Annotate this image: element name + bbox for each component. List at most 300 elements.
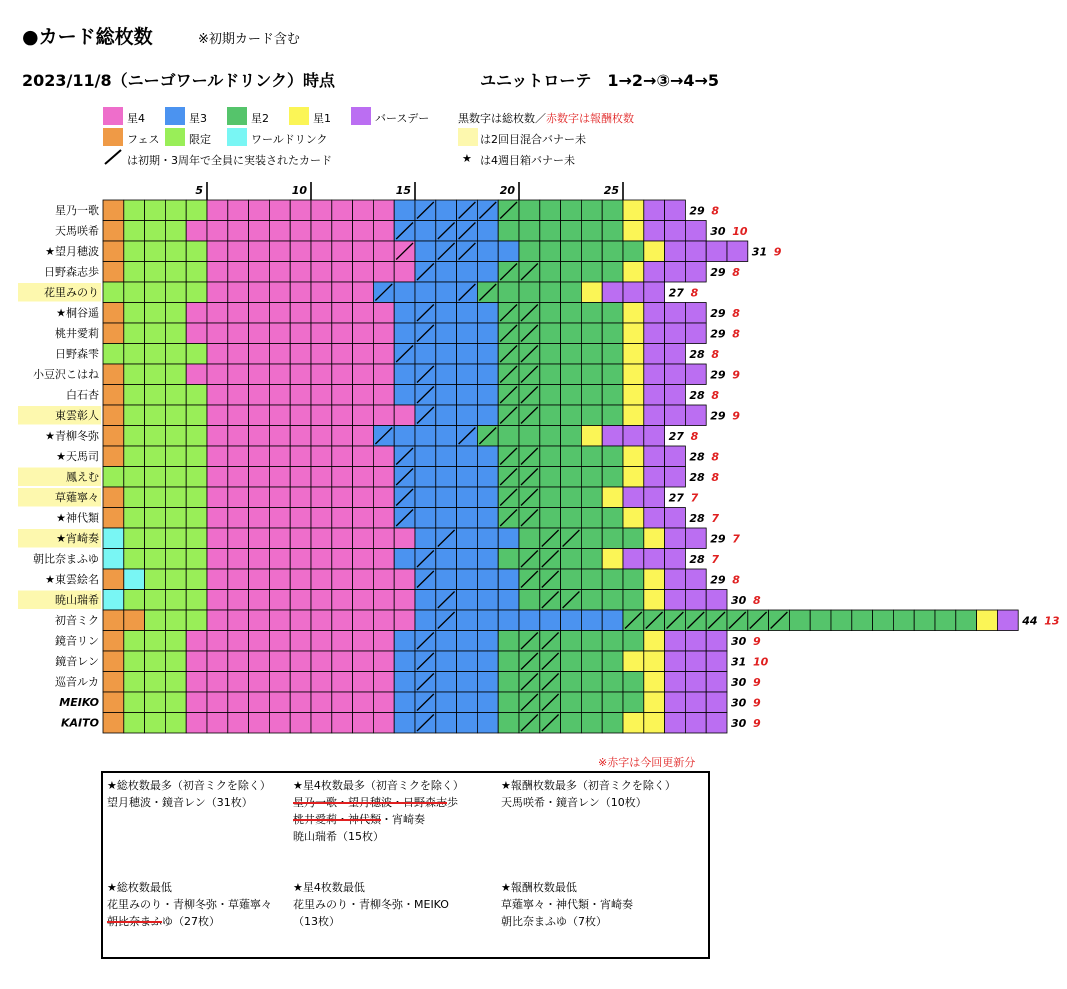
cell-star4 xyxy=(353,610,374,631)
cell-star2 xyxy=(561,651,582,672)
cell-birthday xyxy=(644,487,665,508)
cell-star4 xyxy=(332,405,353,426)
unit-rotation: ユニットローテ 1→2→③→4→5 xyxy=(480,71,720,90)
cell-star3 xyxy=(477,467,498,488)
cell-star3 xyxy=(457,692,478,713)
cell-star3 xyxy=(602,610,623,631)
cell-star4 xyxy=(207,385,228,406)
cell-limited xyxy=(165,569,186,590)
axis-tick-label: 5 xyxy=(195,184,203,197)
cell-star4 xyxy=(353,323,374,344)
cell-star1 xyxy=(623,385,644,406)
cell-star4 xyxy=(332,344,353,365)
cell-star4 xyxy=(249,631,270,652)
cell-star4 xyxy=(207,631,228,652)
cell-star2 xyxy=(581,672,602,693)
cell-star2 xyxy=(602,344,623,365)
cell-star4 xyxy=(290,200,311,221)
cell-star2 xyxy=(498,221,519,242)
cell-star1 xyxy=(623,200,644,221)
cell-star2 xyxy=(581,569,602,590)
row-label: 天馬咲希 xyxy=(55,224,99,238)
row-reward: 8 xyxy=(690,286,699,300)
cell-limited xyxy=(124,323,145,344)
row-total: 27 xyxy=(668,491,684,505)
cell-star4 xyxy=(290,364,311,385)
cell-star4 xyxy=(373,569,394,590)
cell-star2 xyxy=(623,241,644,262)
cell-star4 xyxy=(353,426,374,447)
legend-slash-note: は初期・3周年で全員に実装されたカード xyxy=(127,154,332,167)
cell-star2 xyxy=(602,713,623,734)
cell-birthday xyxy=(665,303,686,324)
cell-star3 xyxy=(477,303,498,324)
row-label: ★東雲絵名 xyxy=(45,572,99,586)
cell-birthday xyxy=(706,713,727,734)
cell-birthday xyxy=(706,631,727,652)
cell-star2 xyxy=(602,405,623,426)
cell-star4 xyxy=(290,672,311,693)
row-total: 29 xyxy=(710,573,726,587)
cell-star3 xyxy=(498,528,519,549)
cell-birthday xyxy=(665,590,686,611)
cell-star4 xyxy=(228,610,249,631)
cell-fes xyxy=(103,200,124,221)
row-reward: 9 xyxy=(732,409,740,423)
cell-star4 xyxy=(269,672,290,693)
cell-star3 xyxy=(519,610,540,631)
cell-birthday xyxy=(706,241,727,262)
cell-star3 xyxy=(457,262,478,283)
cell-limited xyxy=(165,487,186,508)
cell-star2 xyxy=(956,610,977,631)
cell-fes xyxy=(103,385,124,406)
cell-birthday xyxy=(685,528,706,549)
cell-star3 xyxy=(457,610,478,631)
cell-star3 xyxy=(457,713,478,734)
cell-star2 xyxy=(519,426,540,447)
cell-star3 xyxy=(436,713,457,734)
cell-star4 xyxy=(228,631,249,652)
row-total: 30 xyxy=(731,696,747,710)
cell-limited xyxy=(124,385,145,406)
cell-star3 xyxy=(477,364,498,385)
cell-star4 xyxy=(249,221,270,242)
cell-star3 xyxy=(477,508,498,529)
row-label: 白石杏 xyxy=(66,388,99,402)
cell-fes xyxy=(103,323,124,344)
row-total: 29 xyxy=(710,532,726,546)
cell-star4 xyxy=(332,487,353,508)
cell-star4 xyxy=(269,713,290,734)
cell-star4 xyxy=(186,692,207,713)
cell-birthday xyxy=(644,282,665,303)
cell-limited xyxy=(165,446,186,467)
cell-star3 xyxy=(436,303,457,324)
least-total-value: 花里みのり・青柳冬弥・草薙寧々 xyxy=(107,898,272,911)
cell-limited xyxy=(165,323,186,344)
cell-star4 xyxy=(332,569,353,590)
row-reward: 10 xyxy=(753,655,769,669)
cell-star3 xyxy=(457,590,478,611)
cell-star4 xyxy=(228,672,249,693)
cell-birthday xyxy=(665,241,686,262)
cell-star2 xyxy=(519,590,540,611)
cell-limited xyxy=(165,590,186,611)
row-reward: 9 xyxy=(753,675,761,689)
cell-star3 xyxy=(477,590,498,611)
cell-star3 xyxy=(457,651,478,672)
cell-star3 xyxy=(394,364,415,385)
legend-star-note: は4週目箱バナー未 xyxy=(480,154,575,167)
cell-star3 xyxy=(436,200,457,221)
cell-star4 xyxy=(373,221,394,242)
cell-birthday xyxy=(644,508,665,529)
cell-star4 xyxy=(249,651,270,672)
cell-star4 xyxy=(311,549,332,570)
cell-star4 xyxy=(269,549,290,570)
cell-limited xyxy=(145,344,166,365)
cell-limited xyxy=(165,467,186,488)
cell-star2 xyxy=(581,323,602,344)
cell-star4 xyxy=(353,467,374,488)
cell-star4 xyxy=(228,282,249,303)
cell-star1 xyxy=(623,713,644,734)
cell-star2 xyxy=(581,467,602,488)
cell-star3 xyxy=(477,241,498,262)
cell-star4 xyxy=(228,528,249,549)
cell-star4 xyxy=(311,405,332,426)
cell-star3 xyxy=(457,487,478,508)
cell-star4 xyxy=(290,323,311,344)
legend-label-star4: 星4 xyxy=(127,112,145,125)
legend-label-star3: 星3 xyxy=(189,112,207,125)
cell-star4 xyxy=(207,528,228,549)
cell-star2 xyxy=(581,528,602,549)
cell-birthday xyxy=(623,426,644,447)
cell-star4 xyxy=(353,508,374,529)
cell-star3 xyxy=(477,692,498,713)
cell-limited xyxy=(145,200,166,221)
cell-star3 xyxy=(415,610,436,631)
cell-star2 xyxy=(581,241,602,262)
cell-star4 xyxy=(353,672,374,693)
cell-star4 xyxy=(228,467,249,488)
row-label: 鏡音リン xyxy=(55,634,99,648)
cell-star3 xyxy=(436,692,457,713)
cell-star2 xyxy=(810,610,831,631)
cell-star4 xyxy=(290,262,311,283)
least-star4-heading: ★星4枚数最低 xyxy=(293,881,365,894)
cell-star2 xyxy=(498,713,519,734)
cell-star4 xyxy=(290,385,311,406)
cell-star3 xyxy=(581,610,602,631)
cell-worldlink xyxy=(103,549,124,570)
cell-star4 xyxy=(207,713,228,734)
cell-star2 xyxy=(623,569,644,590)
cell-star4 xyxy=(207,467,228,488)
cell-star3 xyxy=(477,487,498,508)
row-label: 草薙寧々 xyxy=(55,490,99,504)
cell-star3 xyxy=(436,631,457,652)
cell-star4 xyxy=(311,446,332,467)
row-total: 30 xyxy=(710,224,726,238)
cell-star2 xyxy=(581,303,602,324)
cell-star4 xyxy=(332,467,353,488)
cell-star4 xyxy=(353,692,374,713)
cell-star2 xyxy=(540,282,561,303)
cell-limited xyxy=(145,569,166,590)
cell-star2 xyxy=(623,528,644,549)
row-label: ★天馬司 xyxy=(56,449,99,463)
row-total: 31 xyxy=(751,245,768,259)
cell-limited xyxy=(145,508,166,529)
cell-star3 xyxy=(415,467,436,488)
row-reward: 9 xyxy=(753,696,761,710)
cell-star4 xyxy=(332,528,353,549)
cell-limited xyxy=(124,528,145,549)
cell-star4 xyxy=(249,426,270,447)
row-total: 29 xyxy=(710,327,726,341)
cell-star3 xyxy=(457,323,478,344)
cell-star4 xyxy=(290,692,311,713)
cell-star3 xyxy=(457,631,478,652)
cell-star4 xyxy=(228,200,249,221)
cell-limited xyxy=(124,364,145,385)
cell-star3 xyxy=(436,364,457,385)
cell-star4 xyxy=(353,344,374,365)
cell-star4 xyxy=(373,344,394,365)
row-total: 29 xyxy=(710,306,726,320)
cell-star2 xyxy=(602,385,623,406)
cell-star3 xyxy=(477,262,498,283)
cell-star4 xyxy=(228,364,249,385)
cell-star3 xyxy=(415,221,436,242)
cell-limited xyxy=(165,303,186,324)
cell-star4 xyxy=(249,364,270,385)
cell-star2 xyxy=(540,364,561,385)
cell-star4 xyxy=(249,610,270,631)
cell-star4 xyxy=(186,323,207,344)
cell-star4 xyxy=(311,610,332,631)
cell-star2 xyxy=(561,262,582,283)
axis-tick-label: 20 xyxy=(499,184,515,197)
row-total: 29 xyxy=(710,368,726,382)
cell-birthday xyxy=(685,323,706,344)
cell-star4 xyxy=(228,426,249,447)
cell-star3 xyxy=(477,610,498,631)
cell-star4 xyxy=(269,364,290,385)
cell-star4 xyxy=(290,569,311,590)
cell-star4 xyxy=(207,364,228,385)
cell-limited xyxy=(124,344,145,365)
cell-star1 xyxy=(581,426,602,447)
cell-star2 xyxy=(561,385,582,406)
cell-birthday xyxy=(665,549,686,570)
cell-star4 xyxy=(353,590,374,611)
row-total: 28 xyxy=(689,347,705,361)
cell-star2 xyxy=(581,200,602,221)
legend-highlight-note: は2回目混合バナー未 xyxy=(480,133,586,146)
cell-star4 xyxy=(290,651,311,672)
cell-star4 xyxy=(228,487,249,508)
cell-star3 xyxy=(477,672,498,693)
cell-fes xyxy=(103,446,124,467)
cell-birthday xyxy=(644,549,665,570)
cell-star4 xyxy=(311,631,332,652)
cell-limited xyxy=(186,487,207,508)
cell-star4 xyxy=(207,651,228,672)
cell-limited xyxy=(165,364,186,385)
cell-star3 xyxy=(394,426,415,447)
cell-star4 xyxy=(228,508,249,529)
cell-birthday xyxy=(706,692,727,713)
cell-birthday xyxy=(665,528,686,549)
cell-limited xyxy=(186,405,207,426)
cell-star3 xyxy=(436,344,457,365)
most-reward-value: 天馬咲希・鏡音レン（10枚） xyxy=(501,796,647,809)
cell-star4 xyxy=(290,528,311,549)
cell-star2 xyxy=(602,672,623,693)
cell-birthday xyxy=(665,405,686,426)
least-star4-value: 花里みのり・青柳冬弥・MEIKO xyxy=(293,898,449,911)
cell-star4 xyxy=(311,467,332,488)
cell-star1 xyxy=(623,262,644,283)
cell-fes xyxy=(103,487,124,508)
cell-star1 xyxy=(623,467,644,488)
cell-star4 xyxy=(373,631,394,652)
cell-star3 xyxy=(477,651,498,672)
cell-star2 xyxy=(540,221,561,242)
cell-star3 xyxy=(477,549,498,570)
cell-star3 xyxy=(436,569,457,590)
cell-star4 xyxy=(311,221,332,242)
legend-label-birthday: バースデー xyxy=(375,112,430,125)
cell-star4 xyxy=(228,344,249,365)
cell-limited xyxy=(145,692,166,713)
cell-star4 xyxy=(332,303,353,324)
cell-fes xyxy=(103,241,124,262)
cell-limited xyxy=(165,692,186,713)
cell-limited xyxy=(165,549,186,570)
cell-star4 xyxy=(207,221,228,242)
cell-star2 xyxy=(540,467,561,488)
row-label: 星乃一歌 xyxy=(55,203,99,217)
cell-birthday xyxy=(644,364,665,385)
cell-star4 xyxy=(269,487,290,508)
row-label: 初音ミク xyxy=(55,613,99,627)
cell-star4 xyxy=(269,528,290,549)
cell-star4 xyxy=(186,364,207,385)
cell-star4 xyxy=(373,385,394,406)
cell-limited xyxy=(124,467,145,488)
cell-star2 xyxy=(561,713,582,734)
cell-star2 xyxy=(581,651,602,672)
summary-col-3b xyxy=(501,879,633,930)
cell-star4 xyxy=(311,692,332,713)
cell-star4 xyxy=(207,405,228,426)
row-label: 日野森雫 xyxy=(55,347,99,361)
cell-star4 xyxy=(373,528,394,549)
cell-star4 xyxy=(373,713,394,734)
cell-birthday xyxy=(685,364,706,385)
cell-star4 xyxy=(311,262,332,283)
cell-star2 xyxy=(561,446,582,467)
cell-star4 xyxy=(353,651,374,672)
cell-star4 xyxy=(269,303,290,324)
cell-star4 xyxy=(353,364,374,385)
cell-fes xyxy=(103,610,124,631)
cell-limited xyxy=(165,282,186,303)
cell-star4 xyxy=(353,303,374,324)
cell-star2 xyxy=(561,303,582,324)
row-label: ★神代類 xyxy=(56,511,99,525)
cell-limited xyxy=(165,672,186,693)
axis-tick-label: 25 xyxy=(603,184,619,197)
legend-label-worldlink: ワールドリンク xyxy=(251,133,328,146)
cell-star4 xyxy=(290,590,311,611)
cell-star4 xyxy=(353,282,374,303)
cell-star4 xyxy=(249,446,270,467)
cell-star3 xyxy=(436,262,457,283)
cell-star2 xyxy=(789,610,810,631)
cell-star4 xyxy=(269,426,290,447)
cell-fes xyxy=(103,631,124,652)
row-total: 28 xyxy=(689,450,705,464)
cell-star4 xyxy=(249,282,270,303)
cell-star4 xyxy=(332,651,353,672)
cell-limited xyxy=(165,405,186,426)
cell-fes xyxy=(124,610,145,631)
cell-star4 xyxy=(228,262,249,283)
cell-star4 xyxy=(373,200,394,221)
cell-star4 xyxy=(373,672,394,693)
cell-star3 xyxy=(415,241,436,262)
cell-star3 xyxy=(415,528,436,549)
cell-star3 xyxy=(394,282,415,303)
cell-star3 xyxy=(394,692,415,713)
cell-limited xyxy=(186,528,207,549)
legend-label-star1: 星1 xyxy=(313,112,331,125)
cell-star4 xyxy=(290,241,311,262)
cell-star4 xyxy=(373,467,394,488)
cell-star4 xyxy=(290,610,311,631)
cell-birthday xyxy=(644,323,665,344)
cell-star3 xyxy=(477,631,498,652)
cell-star3 xyxy=(436,446,457,467)
cell-star4 xyxy=(249,692,270,713)
cell-star4 xyxy=(373,405,394,426)
cell-star4 xyxy=(332,549,353,570)
row-label: KAITO xyxy=(61,716,99,730)
row-reward: 9 xyxy=(732,368,740,382)
cell-limited xyxy=(145,713,166,734)
cell-star3 xyxy=(415,344,436,365)
cell-star2 xyxy=(581,590,602,611)
cell-star4 xyxy=(186,631,207,652)
cell-star3 xyxy=(457,528,478,549)
title-note: ※初期カード含む xyxy=(198,32,300,47)
row-label: MEIKO xyxy=(59,695,99,709)
cell-limited xyxy=(145,364,166,385)
row-total: 30 xyxy=(731,675,747,689)
cell-star2 xyxy=(519,282,540,303)
cell-star4 xyxy=(249,672,270,693)
cell-birthday xyxy=(644,200,665,221)
cell-birthday xyxy=(706,672,727,693)
cell-star3 xyxy=(477,323,498,344)
cell-limited xyxy=(186,262,207,283)
